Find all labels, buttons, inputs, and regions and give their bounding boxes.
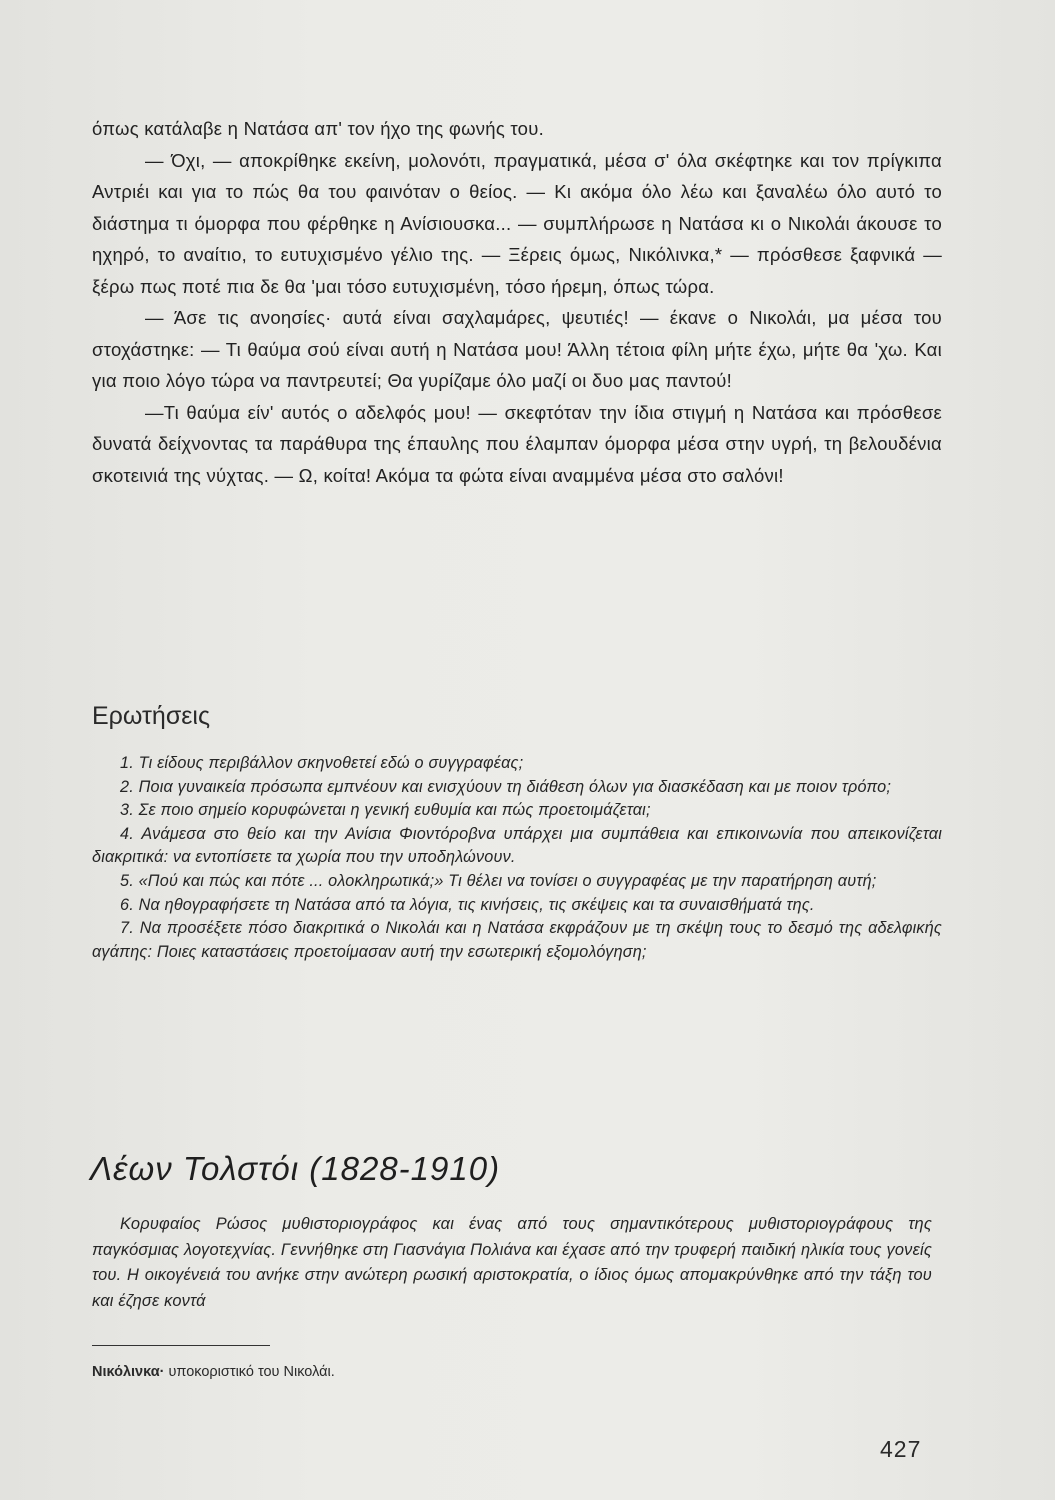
- footnote-term: Νικόλινκα·: [92, 1364, 165, 1380]
- question-text: Να ηθογραφήσετε τη Νατάσα από τα λόγια, τις κινήσεις, τις σκέψεις και τα συναισθήματά της.: [138, 895, 815, 914]
- question-item: [92, 870, 942, 894]
- author-title: Λέων Τολστόι (1828-1910): [90, 1150, 501, 1187]
- question-text: Σε ποιο σημείο κορυφώνεται η γενική ευθυμία και πώς προετοιμάζεται;: [138, 801, 651, 820]
- paragraph-2: — Όχι, — αποκρίθηκε εκείνη, μολονότι, πραγματικά, μέσα σ' όλα σκέφτηκε και τον πρίγκιπα Αντριέι και για το πώς θα του φαινόταν ο θείος. — Κι ακόμα όλο λέω και ξαναλέω όλο αυτό το διάστημα τι όμορφα που φέρθηκε η Ανίσιουσκα... — συμπλήρωσε η Νατάσα κι ο Νικολάι άκουσε το ηχηρό, το αναίτιο, το ευτυχισμένο γέλιο της. — Ξέρεις όμως, Νικόλινκα,* — πρόσθεσε ξαφνικά — ξέρω πως ποτέ πια δε θα 'μαι τόσο ευτυχισμένη, τόσο ήρεμη, όπως τώρα.: [92, 149, 942, 297]
- question-item: [92, 917, 942, 964]
- page-number: 427: [880, 1436, 922, 1462]
- question-text: Ποια γυναικεία πρόσωπα εμπνέουν και ενισχύουν τη διάθεση όλων για διασκέδαση και με ποιον τρόπο;: [138, 777, 892, 796]
- question-item: [92, 894, 942, 918]
- question-number: 3.: [120, 801, 134, 820]
- question-number: 5.: [120, 871, 134, 890]
- questions-list: [92, 752, 942, 964]
- paragraph-1: όπως κατάλαβε η Νατάσα απ' τον ήχο της φωνής του.: [92, 118, 544, 139]
- question-item: [92, 799, 942, 823]
- paragraph-4: —Τι θαύμα είν' αυτός ο αδελφός μου! — σκεφτόταν την ίδια στιγμή η Νατάσα και πρόσθεσε δυνατά δείχνοντας τα παράθυρα της έπαυλης που έλαμπαν όμορφα μέσα στην υγρή, τη βελουδένια σκοτεινιά της νύχτας. — Ω, κοίτα! Ακόμα τα φώτα είναι αναμμένα μέσα στο σαλόνι!: [92, 401, 942, 486]
- question-item: [92, 752, 942, 776]
- author-bio: Κορυφαίος Ρώσος μυθιστοριογράφος και ένας από τους σημαντικότερους μυθιστοριογράφους της παγκόσμιας λογοτεχνίας. Γεννήθηκε στη Γιασνάγια Πολιάνα και έχασε από την τρυφερή παιδική ηλικία τους γονείς του. Η οικογένειά του ανήκε στην ανώτερη ρωσική αριστοκρατία, ο ίδιος όμως απομακρύνθηκε από την τάξη του και έζησε κοντά: [92, 1215, 932, 1310]
- footnote-divider: [92, 1345, 270, 1346]
- footnote-definition: υποκοριστικό του Νικολάι.: [168, 1364, 335, 1380]
- questions-heading: Ερωτήσεις: [92, 702, 211, 730]
- question-number: 4.: [120, 824, 134, 843]
- question-number: 1.: [120, 754, 134, 772]
- question-number: 2.: [120, 777, 134, 796]
- paragraph-3: — Άσε τις ανοησίες· αυτά είναι σαχλαμάρες, ψευτιές! — έκανε ο Νικολάι, μα μέσα του στοχάστηκε: — Τι θαύμα σού είναι αυτή η Νατάσα μου! Άλλη τέτοια φίλη μήτε έχω, μήτε θα 'χω. Και για ποιο λόγο τώρα να παντρευτεί; Θα γυρίζαμε όλο μαζί οι δυο μας παντού!: [92, 307, 942, 391]
- question-text: «Πού και πώς και πότε ... ολοκληρωτικά;» Τι θέλει να τονίσει ο συγγραφέας με την παρατήρηση αυτή;: [138, 871, 877, 890]
- question-item: [92, 776, 942, 800]
- question-number: 7.: [120, 919, 134, 938]
- question-item: [92, 823, 942, 870]
- question-number: 6.: [120, 895, 134, 914]
- main-text: [92, 113, 942, 491]
- question-text: Τι είδους περιβάλλον σκηνοθετεί εδώ ο συγγραφέας;: [138, 754, 524, 772]
- footnote: [92, 1364, 335, 1380]
- question-text: Ανάμεσα στο θείο και την Ανίσια Φιοντόροβνα υπάρχει μια συμπάθεια και επικοινωνία που απεικονίζεται διακριτικά: να εντοπίσετε τα χωρία που την υποδηλώνουν.: [92, 824, 942, 867]
- question-text: Να προσέξετε πόσο διακριτικά ο Νικολάι και η Νατάσα εκφράζουν με τη σκέψη τους το δεσμό της αδελφικής αγάπης: Ποιες καταστάσεις προετοίμασαν αυτή την εσωτερική εξομολόγηση;: [92, 919, 942, 961]
